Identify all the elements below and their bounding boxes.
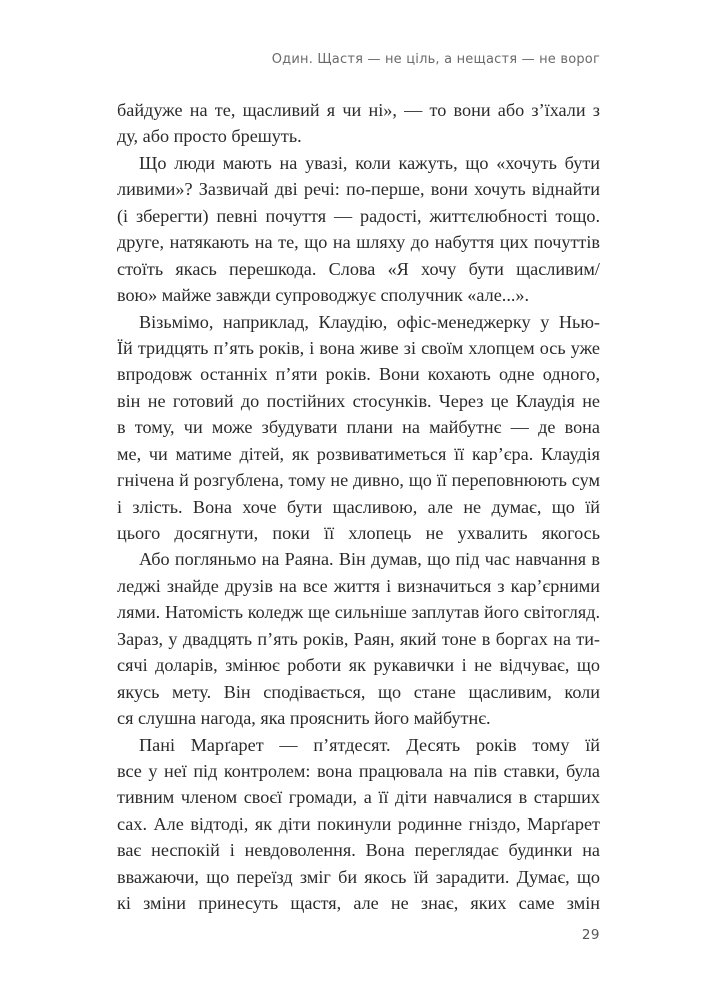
- paragraph: [117, 150, 600, 309]
- text-segment: ду, або просто брешуть.: [117, 126, 302, 147]
- text-segment: Зараз, у двадцять п’ять років, Раян, який тоне в боргах на ти-: [117, 628, 600, 649]
- text-line: [117, 176, 600, 202]
- text-segment: цього досягнути, поки її хлопець не ухвалить якогось: [117, 523, 600, 543]
- running-head-title: Один. Щастя — не ціль, а нещастя — не ворог: [271, 52, 600, 67]
- paragraph: [117, 546, 600, 731]
- text-line: [117, 784, 600, 810]
- text-segment: і злість. Вона хоче бути щасливою, але не думає, що їй: [117, 496, 600, 517]
- page-number: 29: [581, 927, 600, 943]
- text-line: [117, 599, 600, 625]
- paragraph: [117, 97, 600, 150]
- text-line: [117, 441, 600, 467]
- text-line: [117, 652, 600, 678]
- text-line: [117, 414, 600, 440]
- text-line: [117, 361, 600, 387]
- text-line: [117, 123, 600, 149]
- text-segment: байдуже на те, щасливий я чи ні», — то вони або з’їхали з: [117, 100, 600, 120]
- text-line: [117, 309, 600, 335]
- text-line: [117, 203, 600, 229]
- text-line: [117, 494, 600, 520]
- text-segment: все у неї під контролем: вона працювала на пів ставки, була: [117, 760, 600, 781]
- paragraph: [117, 309, 600, 547]
- text-line: [117, 467, 600, 493]
- text-line: [117, 97, 600, 123]
- text-line: [117, 732, 600, 758]
- text-segment: Пані Марґарет — п’ятдесят. Десять років тому їй: [139, 734, 600, 755]
- text-line: [117, 864, 600, 890]
- text-segment: ливими»? Зазвичай дві речі: по-перше, вони хочуть віднайти: [117, 179, 600, 200]
- text-line: [117, 573, 600, 599]
- text-line: [117, 890, 600, 916]
- text-segment: Що люди мають на увазі, коли кажуть, що «хочуть бути: [139, 152, 600, 173]
- body-text: [117, 97, 600, 917]
- text-line: [117, 679, 600, 705]
- text-segment: (і зберегти) певні почуття — радості, життєлюбності тощо.: [117, 205, 600, 226]
- text-segment: якусь мету. Він сподівається, що стане щасливим, коли: [117, 681, 600, 702]
- text-segment: він не готовий до постійних стосунків. Через це Клаудія не: [117, 390, 600, 411]
- text-segment: тивним членом своєї громади, а її діти навчалися в старших: [117, 787, 600, 808]
- text-segment: Їй тридцять п’ять років, і вона живе зі своїм хлопцем ось уже: [117, 337, 600, 358]
- text-line: [117, 546, 600, 572]
- text-line: [117, 256, 600, 282]
- text-line: [117, 520, 600, 546]
- text-segment: вважаючи, що переїзд зміг би якось їй зарадити. Думає, що: [117, 866, 600, 887]
- text-line: [117, 705, 600, 731]
- text-line: [117, 626, 600, 652]
- text-segment: в тому, чи може збудувати плани на майбутнє — де вона: [117, 417, 600, 438]
- text-segment: впродовж останніх п’яти років. Вони кохають одне одного,: [117, 364, 600, 385]
- text-segment: кі зміни принесуть щастя, але не знає, яких саме змін: [117, 893, 600, 914]
- text-line: [117, 282, 600, 308]
- text-segment: сячі доларів, змінює роботи як рукавички і не відчуває, що: [117, 655, 600, 676]
- text-line: [117, 811, 600, 837]
- text-line: [117, 388, 600, 414]
- text-segment: ває неспокій і невдоволення. Вона переглядає будинки на: [117, 840, 600, 861]
- text-segment: друге, натякають на те, що на шляху до набуття цих почуттів: [117, 232, 600, 253]
- text-segment: стоїть якась перешкода. Слова «Я хочу бути щасливим/: [117, 258, 600, 279]
- text-line: [117, 837, 600, 863]
- text-segment: ся слушна нагода, яка прояснить його майбутнє.: [117, 708, 491, 729]
- text-segment: лями. Натомість коледж ще сильніше заплутав його світогляд.: [117, 602, 600, 623]
- text-segment: Візьмімо, наприклад, Клаудію, офіс-менеджерку у Нью-: [139, 311, 600, 332]
- text-segment: вою» майже завжди супроводжує сполучник «але...».: [117, 285, 530, 306]
- text-line: [117, 335, 600, 361]
- text-segment: леджі знайде друзів на все життя і визначиться з кар’єрними: [117, 575, 600, 596]
- paragraph: [117, 732, 600, 917]
- text-segment: гнічена й розгублена, тому не дивно, що її переповнюють сум: [117, 470, 600, 491]
- text-segment: сах. Але відтоді, як діти покинули родинне гніздо, Марґарет: [117, 813, 600, 834]
- text-segment: Або погляньмо на Раяна. Він думав, що під час навчання в: [139, 549, 600, 570]
- text-line: [117, 229, 600, 255]
- text-line: [117, 758, 600, 784]
- text-line: [117, 150, 600, 176]
- text-segment: ме, чи матиме дітей, як розвиватиметься її кар’єра. Клаудія: [117, 443, 600, 464]
